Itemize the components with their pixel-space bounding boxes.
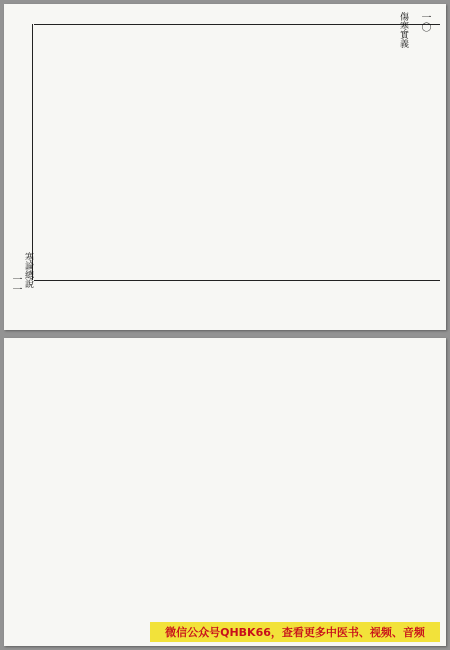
text-column (125, 30, 138, 276)
text-column (385, 30, 398, 276)
text-column (282, 348, 296, 634)
text-column (242, 30, 255, 276)
page-number: 一〇 (419, 12, 430, 32)
text-column (58, 348, 72, 634)
text-column (184, 348, 198, 634)
text-column (394, 348, 408, 634)
text-column (324, 348, 338, 634)
text-column (60, 30, 73, 276)
text-column (294, 30, 307, 276)
text-column (226, 348, 240, 634)
text-column (422, 348, 436, 634)
text-column (73, 30, 86, 276)
text-column (359, 30, 372, 276)
text-column (333, 30, 346, 276)
text-column (170, 348, 184, 634)
text-column (346, 30, 359, 276)
text-column (255, 30, 268, 276)
text-column (151, 30, 164, 276)
text-column (310, 348, 324, 634)
left-rule (32, 24, 33, 280)
bottom-rule (34, 280, 440, 281)
text-column (212, 348, 226, 634)
text-column (190, 30, 203, 276)
text-column (366, 348, 380, 634)
text-column (352, 348, 366, 634)
text-column (47, 30, 60, 276)
text-column (177, 30, 190, 276)
text-column (296, 348, 310, 634)
scanned-page-1 (4, 4, 446, 330)
text-column (216, 30, 229, 276)
text-column (268, 30, 281, 276)
text-column (114, 348, 128, 634)
text-column (268, 348, 282, 634)
text-column (380, 348, 394, 634)
footer-title: 寒論總說 (23, 252, 33, 288)
text-column (372, 30, 385, 276)
text-column (408, 348, 422, 634)
text-column (164, 30, 177, 276)
text-column (72, 348, 86, 634)
footer-page-number: 一一 (10, 274, 21, 294)
text-column (30, 348, 44, 634)
page-2-text-columns (14, 348, 436, 634)
text-column (142, 348, 156, 634)
text-column (86, 30, 99, 276)
scanned-page-2 (4, 338, 446, 646)
running-title: 傷寒實義 (398, 12, 408, 48)
text-column (254, 348, 268, 634)
text-column (198, 348, 212, 634)
text-column (44, 348, 58, 634)
text-column (229, 30, 242, 276)
text-column (307, 30, 320, 276)
text-column (99, 30, 112, 276)
text-column (281, 30, 294, 276)
text-column (86, 348, 100, 634)
page-1-text-columns (38, 30, 398, 276)
text-column (112, 30, 125, 276)
text-column (338, 348, 352, 634)
watermark-banner: 微信公众号QHBK66，查看更多中医书、视频、音频 (150, 622, 440, 642)
text-column (240, 348, 254, 634)
text-column (156, 348, 170, 634)
text-column (138, 30, 151, 276)
text-column (203, 30, 216, 276)
top-rule (34, 24, 440, 25)
text-column (128, 348, 142, 634)
text-column (100, 348, 114, 634)
text-column (320, 30, 333, 276)
